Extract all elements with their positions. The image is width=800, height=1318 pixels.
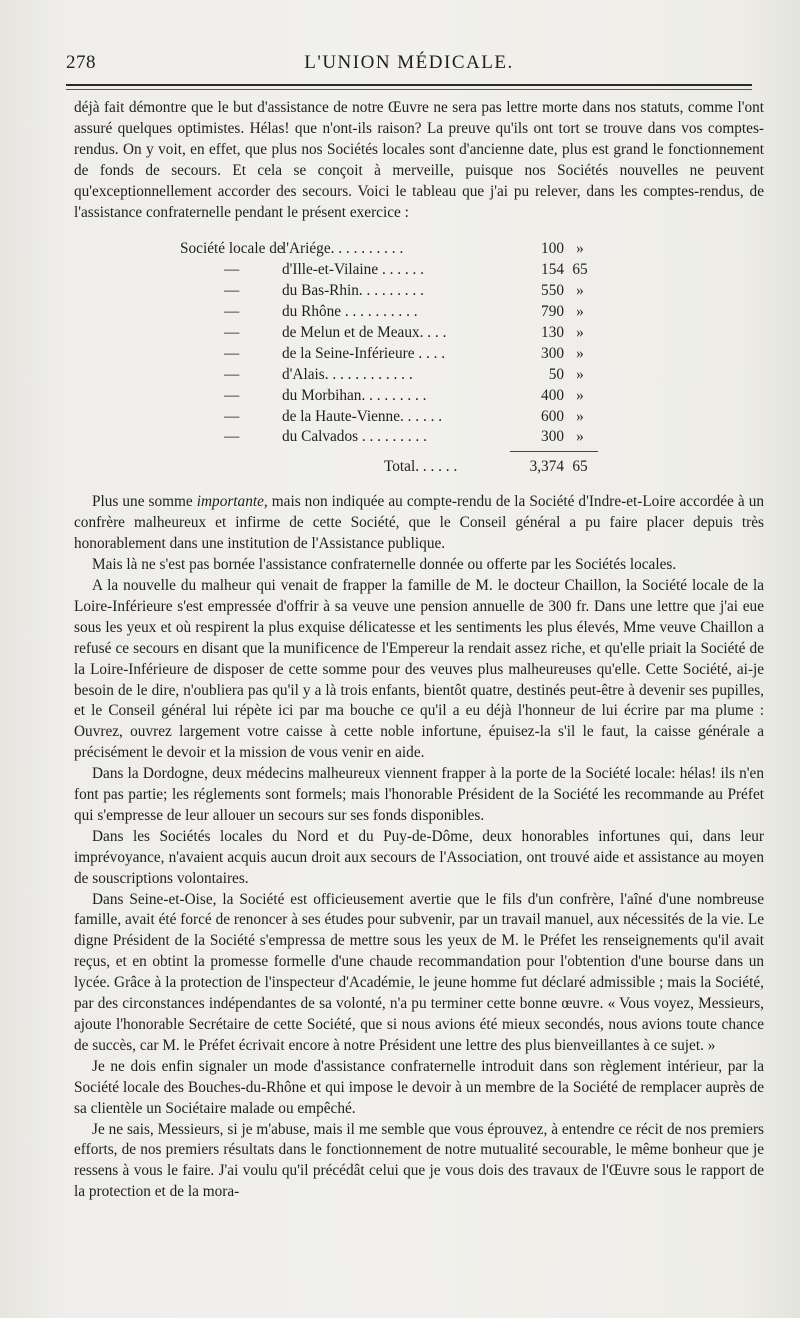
society-name: de la Haute-Vienne. . . . . . — [282, 407, 443, 425]
cents: » — [576, 407, 584, 425]
society-name: de la Seine-Inférieure . . . . — [282, 344, 446, 362]
paragraph: Je ne sais, Messieurs, si je m'abuse, mais il me semble que vous éprouvez, à entendre ce récit de nos premiers efforts, de nos premiers résultats dans le fonctionnement de notre mutualité secourable, le même bonheur que je ressens à vous le faire. J'ai voulu qu'il précédât celui que je vous dois des travaux de l'Œuvre sous le rapport de la protection et de la mora- — [74, 1120, 764, 1201]
cents: » — [576, 386, 584, 404]
cents: » — [576, 240, 584, 258]
society-name: du Calvados . . . . . . . . . — [282, 428, 427, 446]
running-title: L'UNION MÉDICALE. — [304, 52, 514, 73]
ditto-dash: — — [224, 303, 240, 321]
ditto-dash: — — [224, 365, 240, 383]
cents: » — [576, 324, 584, 341]
society-name: d'Ille-et-Vilaine . . . . . . — [282, 261, 425, 279]
ditto-dash: — — [224, 324, 240, 341]
cents: » — [576, 282, 584, 300]
table-row — [74, 281, 764, 302]
paragraph: Dans les Sociétés locales du Nord et du Puy-de-Dôme, deux honorables infortunes qui, dans leur imprévoyance, n'avaient acquis aucun droit aux secours de l'Association, ont trouvé aide et assistance au moyen de souscriptions volontaires. — [74, 827, 764, 887]
ditto-dash: — — [224, 386, 240, 404]
amount: 300 — [541, 428, 564, 446]
table-total-row — [74, 452, 764, 478]
ditto-dash: — — [224, 344, 240, 362]
paragraph-text: Plus une somme — [92, 493, 197, 511]
row-prefix: Société locale de — [180, 240, 284, 258]
paragraph: Je ne dois enfin signaler un mode d'assistance confraternelle introduit dans son règlement intérieur, par la Société locale des Bouches-du-Rhône et qui impose le devoir à un membre de la Société de remplacer auprès de sa clientèle un Sociétaire malade ou empêché. — [74, 1057, 764, 1117]
cents: » — [576, 365, 584, 383]
table-row — [74, 239, 764, 260]
ditto-dash: — — [224, 261, 240, 279]
table-row — [74, 365, 764, 386]
society-name: du Bas-Rhin. . . . . . . . . — [282, 282, 424, 300]
paragraph: A la nouvelle du malheur qui venait de frapper la famille de M. le docteur Chaillon, la Société locale de la Loire-Inférieure s'est empressée d'offrir à sa veuve une pension annuelle de 300 fr. Dans une lettre que j'ai eue sous les yeux et où respirent la plus exquise délicatesse et les sentiments les plus élevés, Mme veuve Chaillon a refusé ce secours en disant que la munificence de l'Empereur la rendait assez riche, et qu'elle priait la Société de la Loire-Inférieure de disposer de cette somme pour des veuves plus malheureuses qu'elle. Cette Société, ai-je besoin de le dire, n'oubliera pas qu'il y a là trois enfants, bientôt quatre, destinés peut-être à devenir ses pupilles, et le Conseil général lui répète ici par ma bouche ce qu'il a eu déjà l'honneur de lui écrire par ma plume : Ouvrez, ouvrez largement votre caisse à cette noble infortune, épuisez-la s'il le faut, la caisse générale a précisément le devoir et la mission de vous venir en aide. — [74, 576, 764, 762]
paragraph — [74, 492, 764, 555]
amount: 550 — [541, 282, 564, 300]
page-body — [74, 98, 764, 1203]
society-name: l'Ariége. . . . . . . . . . — [282, 240, 404, 258]
society-name: du Rhône . . . . . . . . . . — [282, 303, 418, 321]
society-name: d'Alais. . . . . . . . . . . . — [282, 365, 413, 383]
amount: 400 — [541, 386, 564, 404]
ditto-dash: — — [224, 407, 240, 425]
assistance-table — [74, 239, 764, 478]
society-name: de Melun et de Meaux. . . . — [282, 324, 447, 341]
amount: 600 — [541, 407, 564, 425]
society-name: du Morbihan. . . . . . . . . — [282, 386, 427, 404]
table-row — [74, 427, 764, 448]
amount: 50 — [548, 365, 564, 383]
paragraph: Dans la Dordogne, deux médecins malheureux viennent frapper à la porte de la Société locale: hélas! ils n'en font pas partie; les réglements sont formels; mais l'honorable Président de la Société les recommande au Préfet qui s'empresse de leur allouer un secours sur ses fonds disponibles. — [74, 765, 764, 824]
cents: » — [576, 303, 584, 321]
table-row — [74, 302, 764, 323]
cents: » — [576, 344, 584, 362]
amount: 130 — [541, 324, 564, 341]
header-rule-thin — [66, 89, 752, 90]
paragraph: Dans Seine-et-Oise, la Société est officieusement avertie que le fils d'un confrère, l'aîné d'une nombreuse famille, avait été forcé de renoncer à ses études pour subvenir, par un travail manuel, aux nécessités de la vie. Le digne Président de la Société s'empressa de mettre sous les yeux de M. le Préfet les renseignements qu'il avait reçus, et en obtint la promesse formelle d'une chaude recommandation pour l'obtention d'une bourse dans un lycée. Grâce à la protection de l'inspecteur d'Académie, le jeune homme fut déclaré admissible ; mais la Société, par des circonstances indépendantes de sa volonté, n'a pu terminer cette bonne œuvre. « Vous voyez, Messieurs, ajoute l'honorable Secrétaire de cette Société, que si nous avions été mieux secondés, nous avions toute chance de succès, car M. le Préfet écrivait encore à notre Président une lettre des plus bienveillantes à ce sujet. » — [74, 890, 764, 1054]
total-amount: 3,374 — [529, 458, 564, 476]
paragraph-text: mais non indiquée au compte-rendu de la Société d'Indre-et-Loire accordée à un confrère malheureux et infirme de cette Société, que le Conseil général a pu faire placer depuis très honorablement dans une institution de l'Assistance publique. — [74, 493, 764, 553]
table-row — [74, 260, 764, 281]
ditto-dash: — — [224, 428, 240, 446]
amount: 100 — [541, 240, 564, 258]
table-row — [74, 407, 764, 428]
ditto-dash: — — [224, 282, 240, 300]
paragraph: Mais là ne s'est pas bornée l'assistance confraternelle donnée ou offerte par les Sociétés locales. — [92, 556, 677, 574]
page-number: 278 — [66, 52, 96, 73]
total-rule — [510, 451, 598, 452]
emphasis: importante, — [196, 493, 268, 511]
amount: 790 — [541, 303, 564, 321]
amount: 154 — [541, 261, 564, 279]
paragraph-intro: déjà fait démontre que le but d'assistance de notre Œuvre ne sera pas lettre morte dans nos statuts, comme l'ont assuré quelques optimistes. Hélas! que n'ont-ils raison? La preuve qu'ils ont tort se trouve dans vos comptes-rendus. On y voit, en effet, que plus nos Sociétés locales sont d'ancienne date, plus est grand le fonctionnement de fonds de secours. Et cela se conçoit à merveille, puisque nos Sociétés nouvelles ne peuvent qu'exceptionnellement accorder des secours. Voici le tableau que j'ai pu relever, dans les comptes-rendus, de l'assistance confraternelle pendant le présent exercice : — [74, 99, 764, 221]
table-row — [74, 344, 764, 365]
cents: 65 — [572, 261, 588, 279]
cents: » — [576, 428, 584, 446]
header-rule — [66, 84, 752, 86]
page-header — [66, 48, 752, 76]
table-row — [74, 386, 764, 407]
total-label: Total. . . . . . — [384, 458, 458, 476]
amount: 300 — [541, 344, 564, 362]
table-row — [74, 323, 764, 344]
total-cents: 65 — [572, 458, 588, 476]
